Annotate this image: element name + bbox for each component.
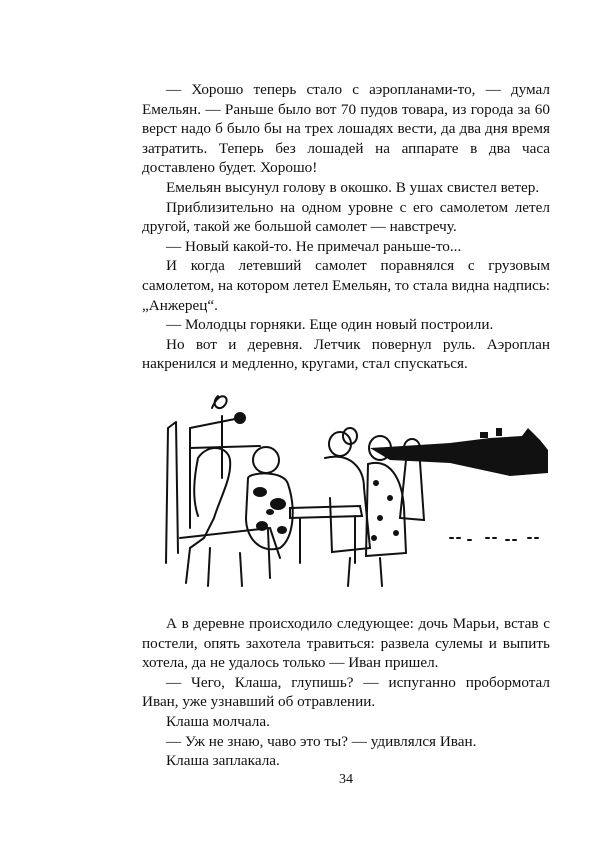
chair-legs (208, 548, 242, 586)
chair-frame (166, 422, 178, 563)
village-illustration (150, 388, 550, 588)
paragraph: — Хорошо теперь стало с аэропланами-то, — думал Емельян. — Раньше было вот 70 пудов товара, из города за 60 верст надо б было бы на трех лошадях вести, да два дня время затратить. Теперь без лошадей на аппарате в два часа доставлено будет. Хорошо! (142, 81, 550, 177)
woman-body (325, 457, 370, 552)
dress-spot (277, 526, 287, 534)
pattern-dot (371, 535, 377, 541)
text-top (142, 80, 550, 374)
paragraph: А в деревне происходило следующее: дочь Марьи, встав с постели, опять захотела травиться: развела сулемы и выпить хотела, да не удалось только — Иван пришел. (142, 615, 550, 672)
central-figure-head (253, 447, 279, 473)
pattern-dot (377, 515, 383, 521)
ornament (212, 396, 227, 408)
loom-frame (190, 416, 260, 528)
dress-spot (266, 509, 274, 515)
dress-spot (270, 498, 286, 510)
paragraph: Но вот и деревня. Летчик повернул руль. Аэроплан накренился и медленно, кругами, стал спускаться. (142, 335, 550, 373)
table (290, 506, 362, 563)
dress-spot (256, 521, 268, 531)
pattern-dot (393, 530, 399, 536)
pattern-dot (387, 495, 393, 501)
paragraph: — Новый какой-то. Не примечал раньше-то... (166, 237, 462, 255)
ground-dash (450, 538, 542, 540)
house-shape (480, 432, 488, 438)
page-number: 34 (339, 772, 353, 787)
paragraph: И когда летевший самолет поравнялся с грузовым самолетом, на котором летел Емельян, то стала видна надпись: „Анжерец“. (142, 257, 550, 314)
paragraph: Емельян высунул голову в окошко. В ушах свистел ветер. (166, 178, 540, 196)
bench (180, 528, 280, 583)
paragraph: — Чего, Клаша, глупишь? — испуганно пробормотал Иван, уже узнавший об отравлении. (142, 673, 550, 711)
paragraph: — Молодцы горняки. Еще один новый построили. (166, 316, 494, 334)
figure-head (234, 412, 246, 424)
hill-silhouette (370, 428, 548, 476)
paragraph: Приблизительно на одном уровне с его самолетом летел другой, такой же большой самолет — навстречу. (142, 198, 550, 236)
pattern-dot (373, 480, 379, 486)
paragraph: Клаша молчала. (166, 712, 270, 730)
stool (348, 558, 382, 586)
text-bottom (142, 614, 550, 771)
paragraph: Клаша заплакала. (166, 752, 280, 770)
house-shape (496, 428, 502, 436)
dress-spot (253, 487, 267, 497)
paragraph: — Уж не знаю, чаво это ты? — удивлялся Иван. (166, 732, 477, 750)
